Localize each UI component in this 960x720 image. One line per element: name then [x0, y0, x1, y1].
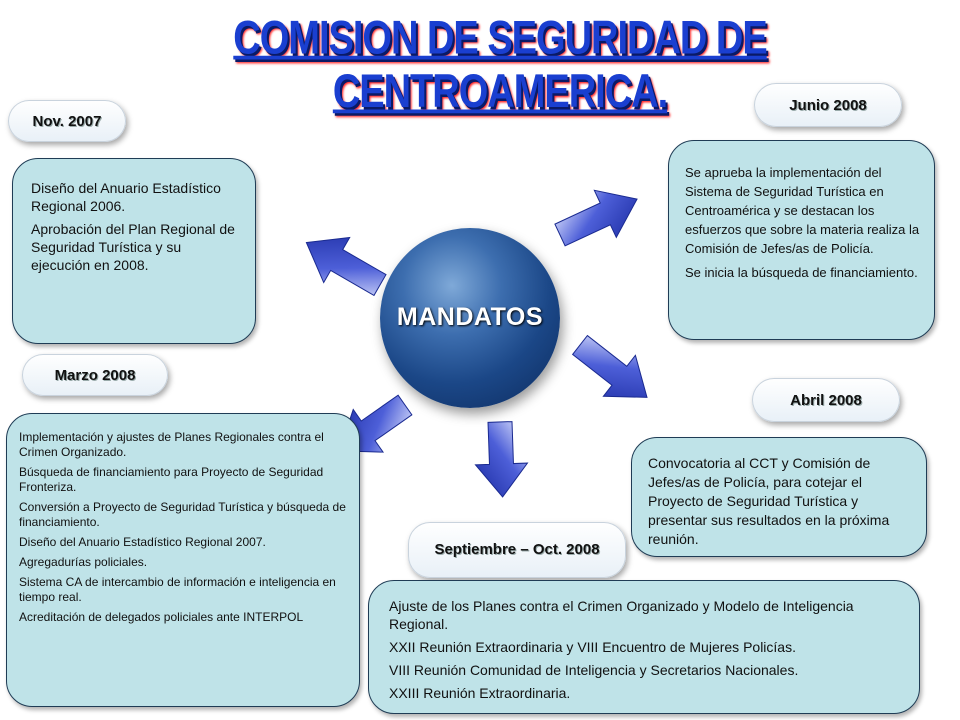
nov2007-item: Diseño del Anuario Estadístico Regional 2006.: [31, 180, 221, 214]
label-nov2007: Nov. 2007: [8, 100, 126, 142]
sep2008-item: XXII Reunión Extraordinaria y VIII Encuentro de Mujeres Policías.: [389, 639, 796, 655]
box-mar2008: [6, 413, 360, 707]
arrow-to-jun2008: [549, 176, 648, 259]
mar2008-item: Sistema CA de intercambio de información e inteligencia en tiempo real.: [19, 575, 336, 604]
arrow-to-abr2008: [564, 325, 663, 418]
sep2008-item: Ajuste de los Planes contra el Crimen Organizado y Modelo de Inteligencia Regional.: [389, 598, 854, 632]
mar2008-item: Conversión a Proyecto de Seguridad Turística y búsqueda de financiamiento.: [19, 500, 346, 529]
mar2008-item: Acreditación de delegados policiales ante INTERPOL: [19, 610, 304, 624]
abr2008-item: Convocatoria al CCT y Comisión de Jefes/as de Policía, para cotejar el Proyecto de Seguridad Turística y presentar sus resultados en la próxima reunión.: [648, 455, 890, 547]
mar2008-item: Implementación y ajustes de Planes Regionales contra el Crimen Organizado.: [19, 430, 324, 459]
sep2008-item: VIII Reunión Comunidad de Inteligencia y Secretarios Nacionales.: [389, 662, 799, 678]
mar2008-item: Diseño del Anuario Estadístico Regional 2007.: [19, 535, 266, 549]
label-abr2008: Abril 2008: [752, 378, 900, 422]
page-title: COMISION DE SEGURIDAD DE CENTROAMERICA.: [233, 12, 767, 119]
mar2008-item: Agregadurías policiales.: [19, 555, 148, 569]
sep2008-item: XXIII Reunión Extraordinaria.: [389, 685, 571, 701]
label-mar2008: Marzo 2008: [22, 354, 168, 396]
jun2008-item: Se inicia la búsqueda de financiamiento.: [685, 265, 918, 280]
label-jun2008: Junio 2008: [754, 83, 902, 127]
nov2007-item: Aprobación del Plan Regional de Seguridad Turística y su ejecución en 2008.: [31, 221, 235, 273]
mar2008-item: Búsqueda de financiamiento para Proyecto de Seguridad Fronteriza.: [19, 465, 324, 494]
jun2008-item: Se aprueba la implementación del Sistema de Seguridad Turística en Centroamérica y se destacan los esfuerzos que sobre la materia realiza la Comisión de Jefes/as de Policía.: [685, 165, 920, 256]
mandatos-label: MANDATOS: [396, 303, 544, 331]
box-nov2007: [12, 158, 256, 344]
arrow-to-sep2008: [474, 421, 529, 498]
arrow-to-nov2007: [293, 220, 393, 308]
box-jun2008: [668, 140, 935, 340]
label-sep2008: Septiembre – Oct. 2008: [408, 522, 626, 578]
box-sep2008: [368, 580, 920, 714]
box-abr2008: [631, 437, 927, 557]
